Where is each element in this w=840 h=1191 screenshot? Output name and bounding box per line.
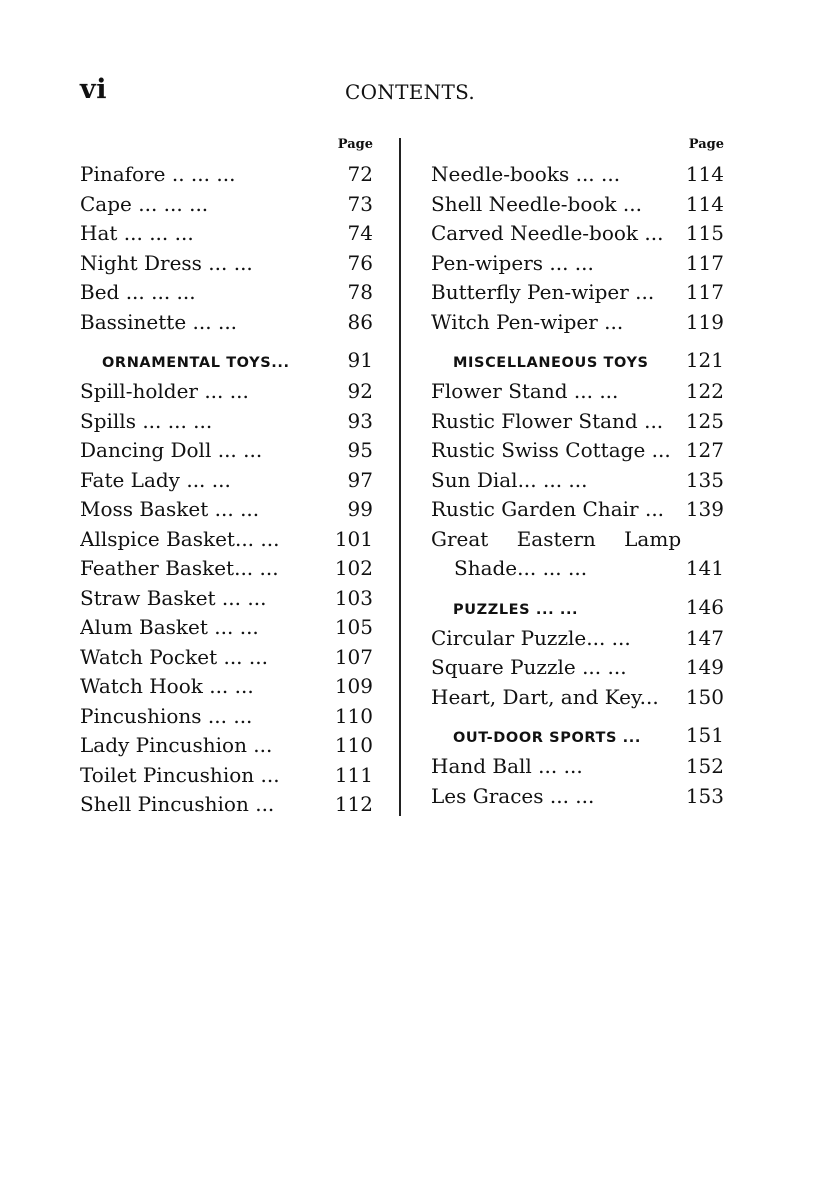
entry-page: 112 (334, 792, 373, 816)
entry-title: Rustic Garden Chair ... (431, 497, 665, 521)
toc-entry (80, 377, 373, 407)
toc-entry (80, 308, 373, 338)
entry-title: Night Dress ... ... (80, 250, 253, 275)
entry-title: Pincushions ... ... (80, 703, 253, 728)
toc-entry (431, 495, 724, 525)
toc-entry-continued (431, 554, 724, 584)
entry-page: 78 (347, 280, 373, 304)
toc-entry (431, 436, 724, 466)
toc-entry (431, 624, 724, 654)
toc-section-heading (431, 337, 724, 377)
entry-page: 76 (347, 250, 373, 275)
entry-title: Needle-books ... ... (431, 162, 621, 186)
toc-entry (80, 731, 373, 761)
entry-page: 115 (685, 221, 724, 245)
entry-page: 122 (685, 379, 724, 403)
entry-title: Circular Puzzle... ... (431, 625, 631, 650)
entry-page: 153 (685, 783, 724, 808)
section-title: ORNAMENTAL TOYS... (102, 355, 290, 371)
column-divider (399, 138, 401, 816)
entry-page: 107 (334, 644, 373, 669)
toc-entry (80, 761, 373, 791)
entry-title: Watch Pocket ... ... (80, 644, 268, 669)
entry-page: 119 (685, 309, 724, 334)
toc-entry (80, 672, 373, 702)
toc-entry (80, 584, 373, 614)
entry-page: 139 (685, 497, 724, 521)
entry-page: 146 (685, 594, 724, 619)
toc-entry (431, 653, 724, 683)
toc-entry (431, 308, 724, 338)
entry-page: 135 (685, 467, 724, 492)
entry-page: 72 (347, 162, 373, 186)
entry-page: 86 (347, 309, 373, 334)
entry-page: 111 (334, 762, 373, 787)
entry-title: Toilet Pincushion ... (80, 762, 280, 787)
entry-title: Bassinette ... ... (80, 309, 238, 334)
toc-entry (80, 790, 373, 820)
toc-entry (80, 466, 373, 496)
toc-entry (80, 249, 373, 279)
entry-title: Spills ... ... ... (80, 408, 213, 433)
entry-page: 117 (685, 250, 724, 275)
toc-entry (431, 219, 724, 249)
entry-title: Dancing Doll ... ... (80, 438, 263, 462)
entry-title: Watch Hook ... ... (80, 674, 254, 698)
entry-page: 110 (334, 703, 373, 728)
entry-page: 92 (347, 379, 373, 403)
entry-page: 99 (347, 497, 373, 521)
entry-page: 91 (347, 348, 373, 372)
entry-title: Les Graces ... ... (431, 783, 595, 808)
toc-entry (80, 554, 373, 584)
running-head: CONTENTS. (345, 80, 476, 104)
entry-page: 147 (685, 625, 724, 650)
entry-title: Hand Ball ... ... (431, 754, 583, 778)
entry-title: Butterfly Pen-wiper ... (431, 280, 655, 304)
entry-page: 105 (334, 615, 373, 639)
toc-entry (80, 525, 373, 555)
entry-page: 110 (334, 733, 373, 757)
toc-entry (80, 436, 373, 466)
entry-page: 117 (685, 280, 724, 304)
entry-title: Fate Lady ... ... (80, 467, 231, 492)
entry-page: 103 (334, 585, 373, 610)
entry-title: Witch Pen-wiper ... (431, 309, 624, 334)
toc-entry (80, 160, 373, 190)
entry-title: Great Eastern Lamp (431, 526, 682, 551)
toc-entry (431, 525, 724, 555)
entry-page: 114 (685, 162, 724, 186)
entry-title: Heart, Dart, and Key... (431, 684, 659, 709)
toc-entry (431, 377, 724, 407)
page-column-label: Page (337, 137, 373, 152)
entry-title: Pinafore .. ... ... (80, 162, 236, 186)
entry-page: 152 (685, 754, 724, 778)
section-title: PUZZLES ... ... (453, 601, 579, 618)
entry-page: 150 (685, 684, 724, 709)
entry-title: Flower Stand ... ... (431, 379, 619, 403)
page-number: vi (80, 74, 107, 105)
entry-title: Allspice Basket... ... (80, 526, 280, 551)
toc-entry (431, 752, 724, 782)
toc-entry (80, 643, 373, 673)
entry-title: Feather Basket... ... (80, 556, 279, 580)
entry-title: Shell Pincushion ... (80, 792, 275, 816)
entry-title: Moss Basket ... ... (80, 497, 260, 521)
toc-entry (80, 278, 373, 308)
entry-page: 141 (685, 556, 724, 580)
entry-title: Alum Basket ... ... (80, 615, 259, 639)
entry-page: 101 (334, 526, 373, 551)
toc-entry (80, 495, 373, 525)
entry-title: Carved Needle-book ... (431, 221, 664, 245)
toc-entry (80, 702, 373, 732)
toc-entry (80, 613, 373, 643)
entry-title: Pen-wipers ... ... (431, 250, 594, 275)
toc-section-heading (80, 337, 373, 377)
toc-entry (431, 466, 724, 496)
toc-entry (80, 219, 373, 249)
contents-left-column (80, 136, 373, 820)
toc-entry (431, 278, 724, 308)
entry-title: Shell Needle-book ... (431, 191, 642, 216)
entry-title: Straw Basket ... ... (80, 585, 267, 610)
section-title: OUT-DOOR SPORTS ... (453, 730, 641, 746)
toc-entry (431, 190, 724, 220)
section-title: MISCELLANEOUS TOYS (453, 355, 649, 371)
entry-page: 149 (685, 655, 724, 679)
toc-entry (431, 407, 724, 437)
entry-page: 73 (347, 191, 373, 216)
entry-title: Spill-holder ... ... (80, 379, 249, 403)
page-column-label: Page (688, 137, 724, 152)
toc-entry (431, 160, 724, 190)
entry-title: Lady Pincushion ... (80, 733, 273, 757)
toc-section-heading (431, 712, 724, 752)
entry-page: 97 (347, 467, 373, 492)
entry-page: 121 (685, 348, 724, 372)
entry-title: Cape ... ... ... (80, 191, 209, 216)
toc-entry (431, 782, 724, 812)
entry-title: Square Puzzle ... ... (431, 655, 627, 679)
entry-title: Sun Dial... ... ... (431, 467, 588, 492)
entry-page: 114 (685, 191, 724, 216)
toc-entry (80, 190, 373, 220)
entry-title: Rustic Swiss Cottage ... (431, 438, 671, 462)
entry-page: 95 (347, 438, 373, 462)
entry-title: Rustic Flower Stand ... (431, 408, 664, 433)
entry-page: 74 (347, 221, 373, 245)
entry-title: Shade... ... ... (454, 556, 588, 580)
entry-page: 102 (334, 556, 373, 580)
entry-title: Bed ... ... ... (80, 280, 196, 304)
entry-page: 127 (685, 438, 724, 462)
entry-page: 125 (685, 408, 724, 433)
contents-right-column (431, 136, 724, 811)
toc-entry (80, 407, 373, 437)
entry-title: Hat ... ... ... (80, 221, 194, 245)
toc-entry (431, 683, 724, 713)
entry-page: 93 (347, 408, 373, 433)
toc-entry (431, 249, 724, 279)
entry-page: 151 (685, 723, 724, 747)
toc-section-heading (431, 584, 724, 624)
entry-page: 109 (334, 674, 373, 698)
